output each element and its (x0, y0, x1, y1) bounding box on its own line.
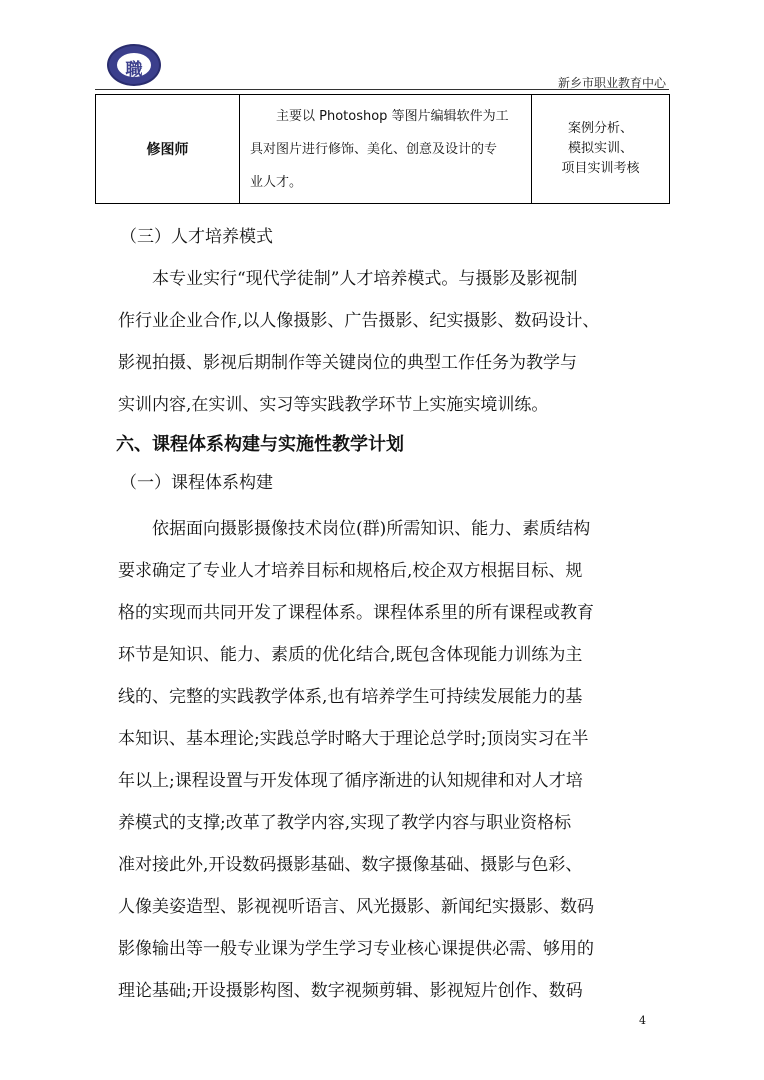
paragraph-line: 作行业企业合作,以人像摄影、广告摄影、纪实摄影、数码设计、 (118, 311, 600, 331)
paragraph-line: 影视拍摄、影视后期制作等关键岗位的典型工作任务为教学与 (118, 353, 577, 373)
paragraph-line: 本专业实行“现代学徒制”人才培养模式。与摄影及影视制 (152, 269, 578, 289)
paragraph-line: 环节是知识、能力、素质的优化结合,既包含体现能力训练为主 (118, 645, 583, 665)
section-heading-talent-model: （三）人才培养模式 (120, 227, 273, 247)
paragraph-line: 本知识、基本理论;实践总学时略大于理论总学时;顶岗实习在半 (118, 729, 589, 749)
paragraph-line: 理论基础;开设摄影构图、数字视频剪辑、影视短片创作、数码 (118, 981, 583, 1001)
role-assessment-cell (532, 95, 670, 204)
paragraph-line: 线的、完整的实践教学体系,也有培养学生可持续发展能力的基 (118, 687, 583, 707)
logo-inner-ring (115, 51, 153, 79)
logo-glyph: 職 (125, 60, 143, 80)
description-line: 具对图片进行修饰、美化、创意及设计的专 (250, 141, 498, 157)
paragraph-line: 格的实现而共同开发了课程体系。课程体系里的所有课程或教育 (118, 603, 594, 623)
assessment-line: 项目实训考核 (561, 161, 640, 176)
talent-model-paragraph (118, 258, 658, 426)
header-divider (95, 89, 669, 90)
assessment-line: 案例分析、 (567, 121, 633, 136)
paragraph-line: 养模式的支撑;改革了教学内容,实现了教学内容与职业资格标 (118, 813, 572, 833)
role-title-cell: 修图师 (96, 95, 240, 204)
table-row (96, 95, 670, 204)
school-logo (107, 44, 161, 86)
role-table (95, 94, 670, 204)
description-line: 主要以 Photoshop 等图片编辑软件为工 (276, 108, 509, 124)
paragraph-line: 依据面向摄影摄像技术岗位(群)所需知识、能力、素质结构 (152, 519, 591, 539)
description-line: 业人才。 (250, 174, 303, 190)
assessment-line: 模拟实训、 (567, 141, 633, 156)
chapter-heading-curriculum: 六、课程体系构建与实施性教学计划 (116, 434, 404, 455)
paragraph-line: 实训内容,在实训、实习等实践教学环节上实施实境训练。 (118, 395, 549, 415)
header-org-name: 新乡市职业教育中心 (557, 76, 666, 90)
paragraph-line: 准对接此外,开设数码摄影基础、数字摄像基础、摄影与色彩、 (118, 855, 583, 875)
paragraph-line: 人像美姿造型、影视视听语言、风光摄影、新闻纪实摄影、数码 (118, 897, 594, 917)
role-description-cell (240, 95, 532, 204)
paragraph-line: 影像输出等一般专业课为学生学习专业核心课提供必需、够用的 (118, 939, 594, 959)
page-number: 4 (639, 1014, 646, 1027)
curriculum-paragraph (118, 508, 658, 1012)
paragraph-line: 年以上;课程设置与开发体现了循序渐进的认知规律和对人才培 (118, 771, 583, 791)
paragraph-line: 要求确定了专业人才培养目标和规格后,校企双方根据目标、规 (118, 561, 583, 581)
section-heading-curriculum-system: （一）课程体系构建 (120, 473, 273, 493)
